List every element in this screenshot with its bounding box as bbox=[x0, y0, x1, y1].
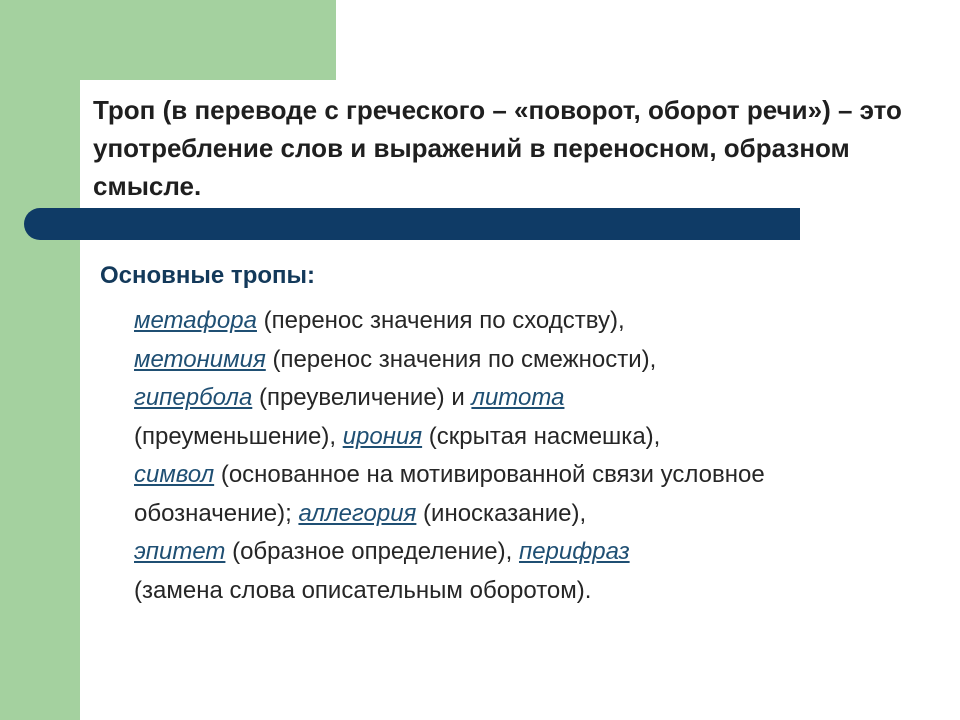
tropes-subheading: Основные тропы: bbox=[100, 262, 315, 289]
trope-description: (иносказание), bbox=[416, 499, 587, 527]
trope-item bbox=[343, 423, 661, 450]
title-divider-bar bbox=[24, 208, 800, 240]
tropes-list bbox=[134, 302, 904, 610]
trope-description: (перенос значения по смежности), bbox=[265, 345, 657, 373]
green-accent-left bbox=[0, 0, 80, 720]
slide-title: Троп (в переводе с греческого – «поворот, оборот речи») – это употребление слов и выражений в переносном, образном смысле. bbox=[93, 95, 902, 201]
trope-description: (основанное на мотивированной связи условное обозначение); bbox=[134, 461, 765, 527]
trope-term-link[interactable]: ирония bbox=[342, 422, 423, 450]
trope-item bbox=[134, 384, 471, 411]
trope-term-link[interactable]: эпитет bbox=[134, 538, 226, 565]
trope-term-link[interactable]: литота bbox=[471, 384, 565, 411]
trope-description: (образное определение), bbox=[225, 538, 519, 565]
trope-description: (преуменьшение), bbox=[134, 422, 343, 450]
trope-term-link[interactable]: метонимия bbox=[134, 345, 266, 373]
trope-term-link[interactable]: гипербола bbox=[134, 384, 253, 411]
trope-item bbox=[298, 500, 586, 527]
trope-term-link[interactable]: аллегория bbox=[298, 499, 417, 527]
trope-term-link[interactable]: перифраз bbox=[518, 538, 630, 565]
trope-description: (скрытая насмешка), bbox=[422, 422, 661, 450]
trope-term-link[interactable]: метафора bbox=[134, 307, 257, 334]
trope-term-link[interactable]: символ bbox=[134, 461, 215, 488]
trope-item bbox=[134, 538, 519, 565]
trope-description: (замена слова описательным оборотом). bbox=[134, 576, 592, 604]
trope-item bbox=[134, 307, 625, 334]
trope-description: (преувеличение) и bbox=[252, 384, 472, 411]
trope-description: (перенос значения по сходству), bbox=[256, 307, 625, 334]
trope-item bbox=[134, 346, 656, 373]
